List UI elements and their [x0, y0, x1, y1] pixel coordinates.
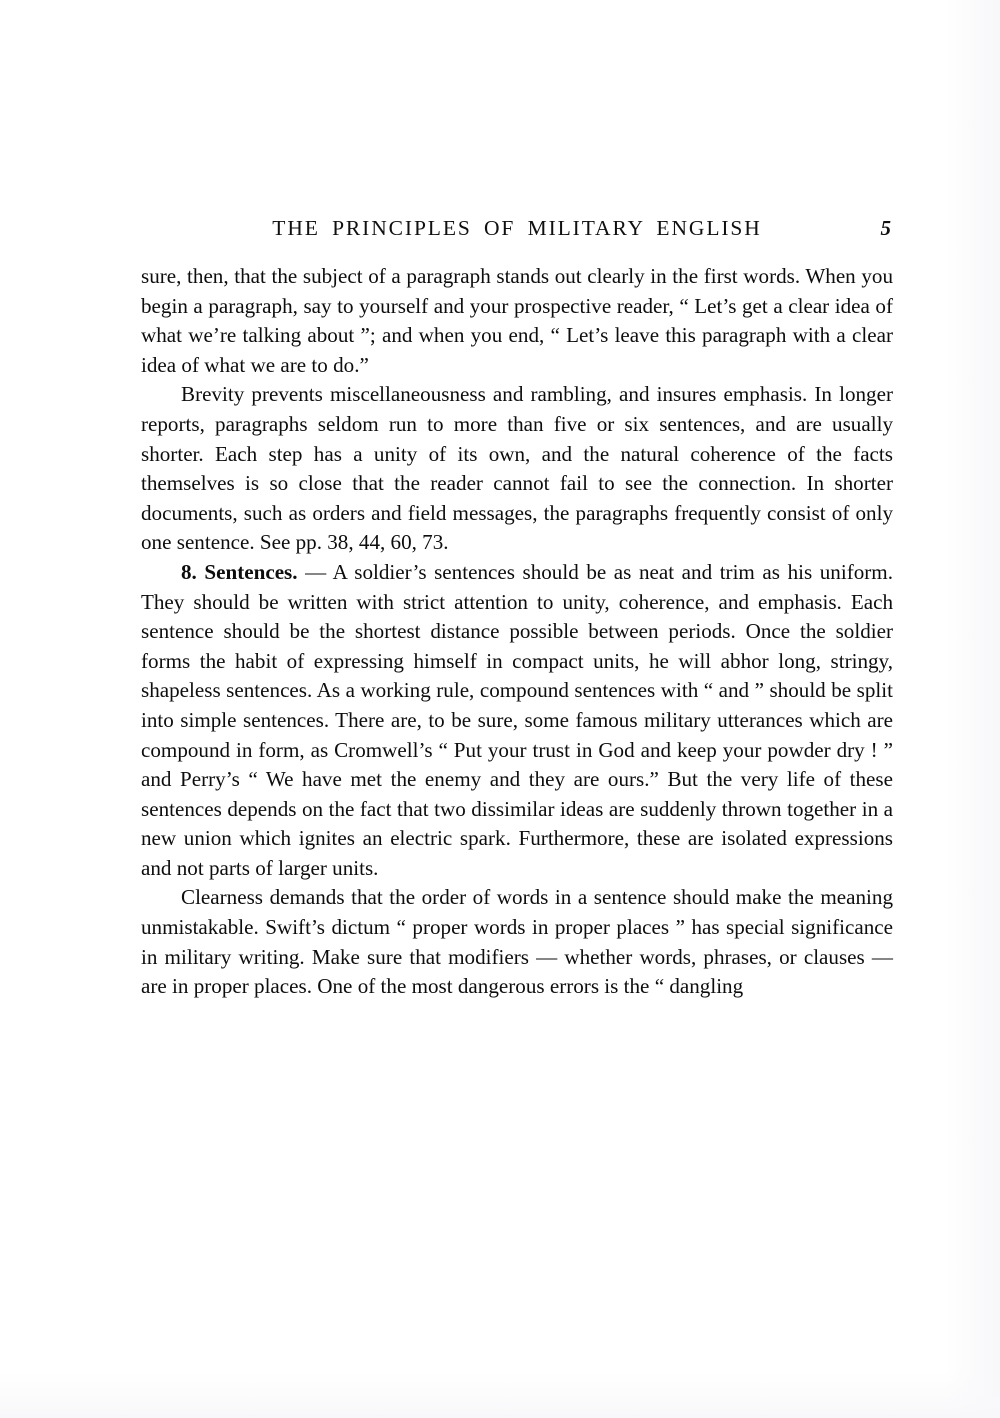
page-number: 5 [880, 216, 891, 240]
paragraph-text: Clearness demands that the order of words in a sentence should make the meaning unmistakable. Swift’s dictum “ proper words in proper places ” has special significance in military writing. Make sure that modifiers — whether words, phrases, or clauses — are in proper places. One of the most dangerous errors is the “ dangling [141, 885, 893, 999]
paragraph-text: — A soldier’s sentences should be as neat and trim as his uniform. They should be written with strict attention to unity, coherence, and emphasis. Each sentence should be the shortest distance possible between periods. Once the soldier forms the habit of expressing himself in compact units, he will abhor long, stringy, shapeless sentences. As a working rule, compound sentences with “ and ” should be split into simple sentences. There are, to be sure, some famous military utterances which are compound in form, as Cromwell’s “ Put your trust in God and keep your powder dry ! ” and Perry’s “ We have met the enemy and they are ours.” But the very life of these sentences depends on the fact that two dissimilar ideas are suddenly thrown together in a new union which ignites an electric spark. Furthermore, these are isolated expressions and not parts of larger units. [141, 559, 893, 880]
paragraph-brevity [141, 380, 893, 558]
paragraph-subject [141, 262, 893, 380]
paragraph-sentences [141, 558, 893, 884]
paragraph-text: sure, then, that the subject of a paragraph stands out clearly in the first words. When you begin a paragraph, say to yourself and your prospective reader, “ Let’s get a clear idea of what we’re talking about ”; and when you end, “ Let’s leave this paragraph with a clear idea of what we are to do.” [141, 264, 893, 377]
text-block [141, 216, 893, 1002]
section-heading-sentences: 8. Sentences. [181, 559, 298, 584]
running-head [141, 216, 893, 262]
paragraph-clearness [141, 883, 893, 1001]
paragraph-text: Brevity prevents miscellaneousness and rambling, and insures emphasis. In longer reports, paragraphs seldom run to more than five or six sentences, and are usually shorter. Each step has a unity of its own, and the natural coherence of the facts themselves is so close that the reader cannot fail to see the connection. In shorter documents, such as orders and field messages, the paragraphs frequently consist of only one sentence. See pp. 38, 44, 60, 73. [141, 382, 893, 555]
body-text [141, 262, 893, 1002]
scan-edge-bottom [0, 1372, 1000, 1418]
running-head-title: THE PRINCIPLES OF MILITARY ENGLISH [272, 216, 762, 240]
scan-edge-right [946, 0, 1000, 1418]
